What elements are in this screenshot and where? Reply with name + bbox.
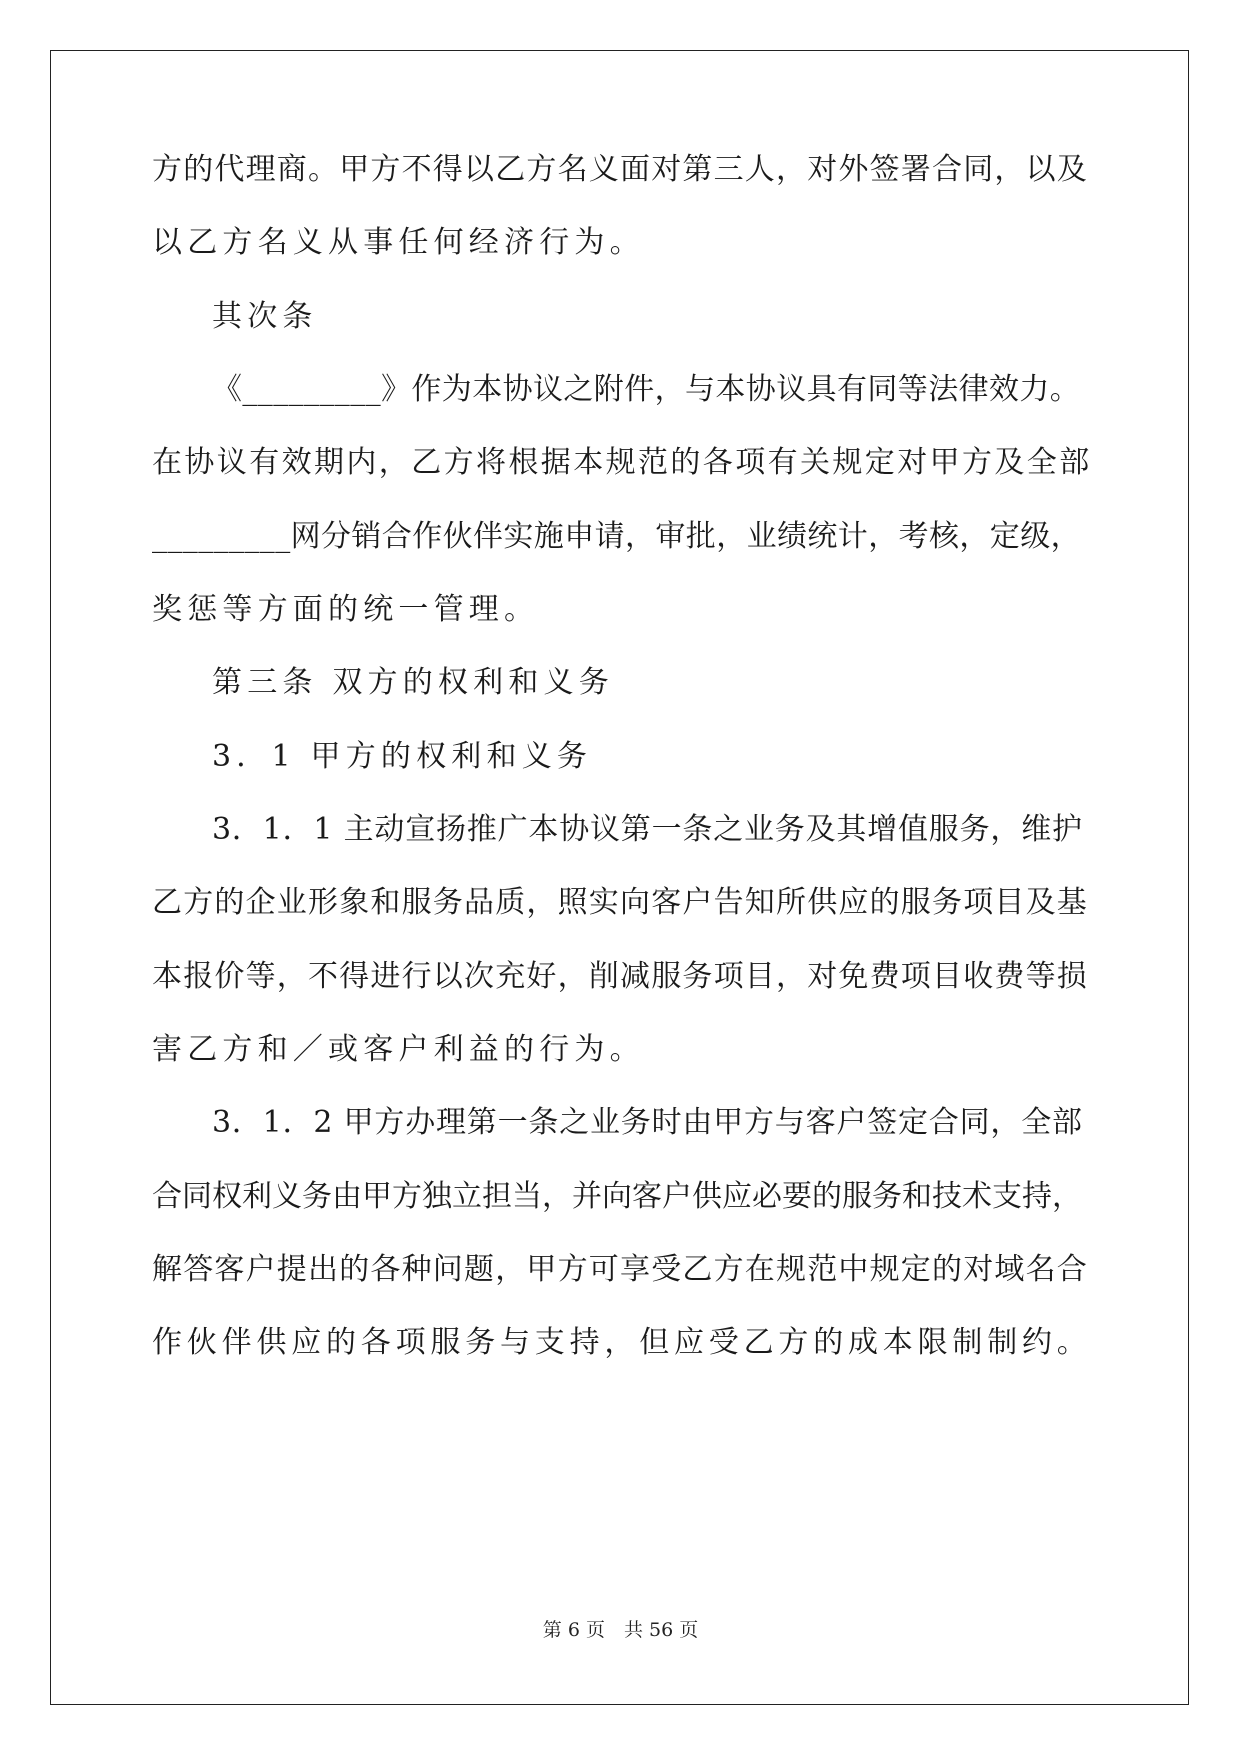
text-line: 奖惩等方面的统一管理。 (152, 592, 540, 627)
text-line: 3．1．2 甲方办理第一条之业务时由甲方与客户签定合同，全部 (212, 1105, 1083, 1140)
text-line: 在协议有效期内，乙方将根据本规范的各项有关规定对甲方及全部 (152, 445, 1092, 480)
text-line: 合同权利义务由甲方独立担当，并向客户供应必要的服务和技术支持， (152, 1179, 1082, 1214)
text-line: 以乙方名义从事任何经济行为。 (152, 225, 645, 260)
section-heading: 其次条 (212, 299, 318, 334)
page-number: 第 6 页 共 56 页 (542, 1619, 699, 1641)
text-line: 《_________》作为本协议之附件，与本协议具有同等法律效力。 (212, 372, 1081, 407)
text-line: 解答客户提出的各种问题，甲方可享受乙方在规范中规定的对域名合 (152, 1252, 1088, 1287)
section-heading: 第三条 双方的权利和义务 (212, 665, 614, 700)
subsection-heading: 3．1 甲方的权利和义务 (212, 739, 593, 774)
text-line: 3．1．1 主动宣扬推广本协议第一条之业务及其增值服务，维护 (212, 812, 1083, 847)
text-line: 方的代理商。甲方不得以乙方名义面对第三人，对外签署合同，以及 (152, 152, 1088, 187)
text-line: 害乙方和／或客户利益的行为。 (152, 1032, 645, 1067)
text-line: 本报价等，不得进行以次充好，削减服务项目，对免费项目收费等损 (152, 959, 1088, 994)
text-line: 作伙伴供应的各项服务与支持，但应受乙方的成本限制制约。 (152, 1325, 1092, 1360)
page-footer (0, 1615, 1241, 1642)
text-line: _________网分销合作伙伴实施申请，审批，业绩统计，考核，定级， (152, 519, 1081, 554)
text-line: 乙方的企业形象和服务品质，照实向客户告知所供应的服务项目及基 (152, 885, 1088, 920)
